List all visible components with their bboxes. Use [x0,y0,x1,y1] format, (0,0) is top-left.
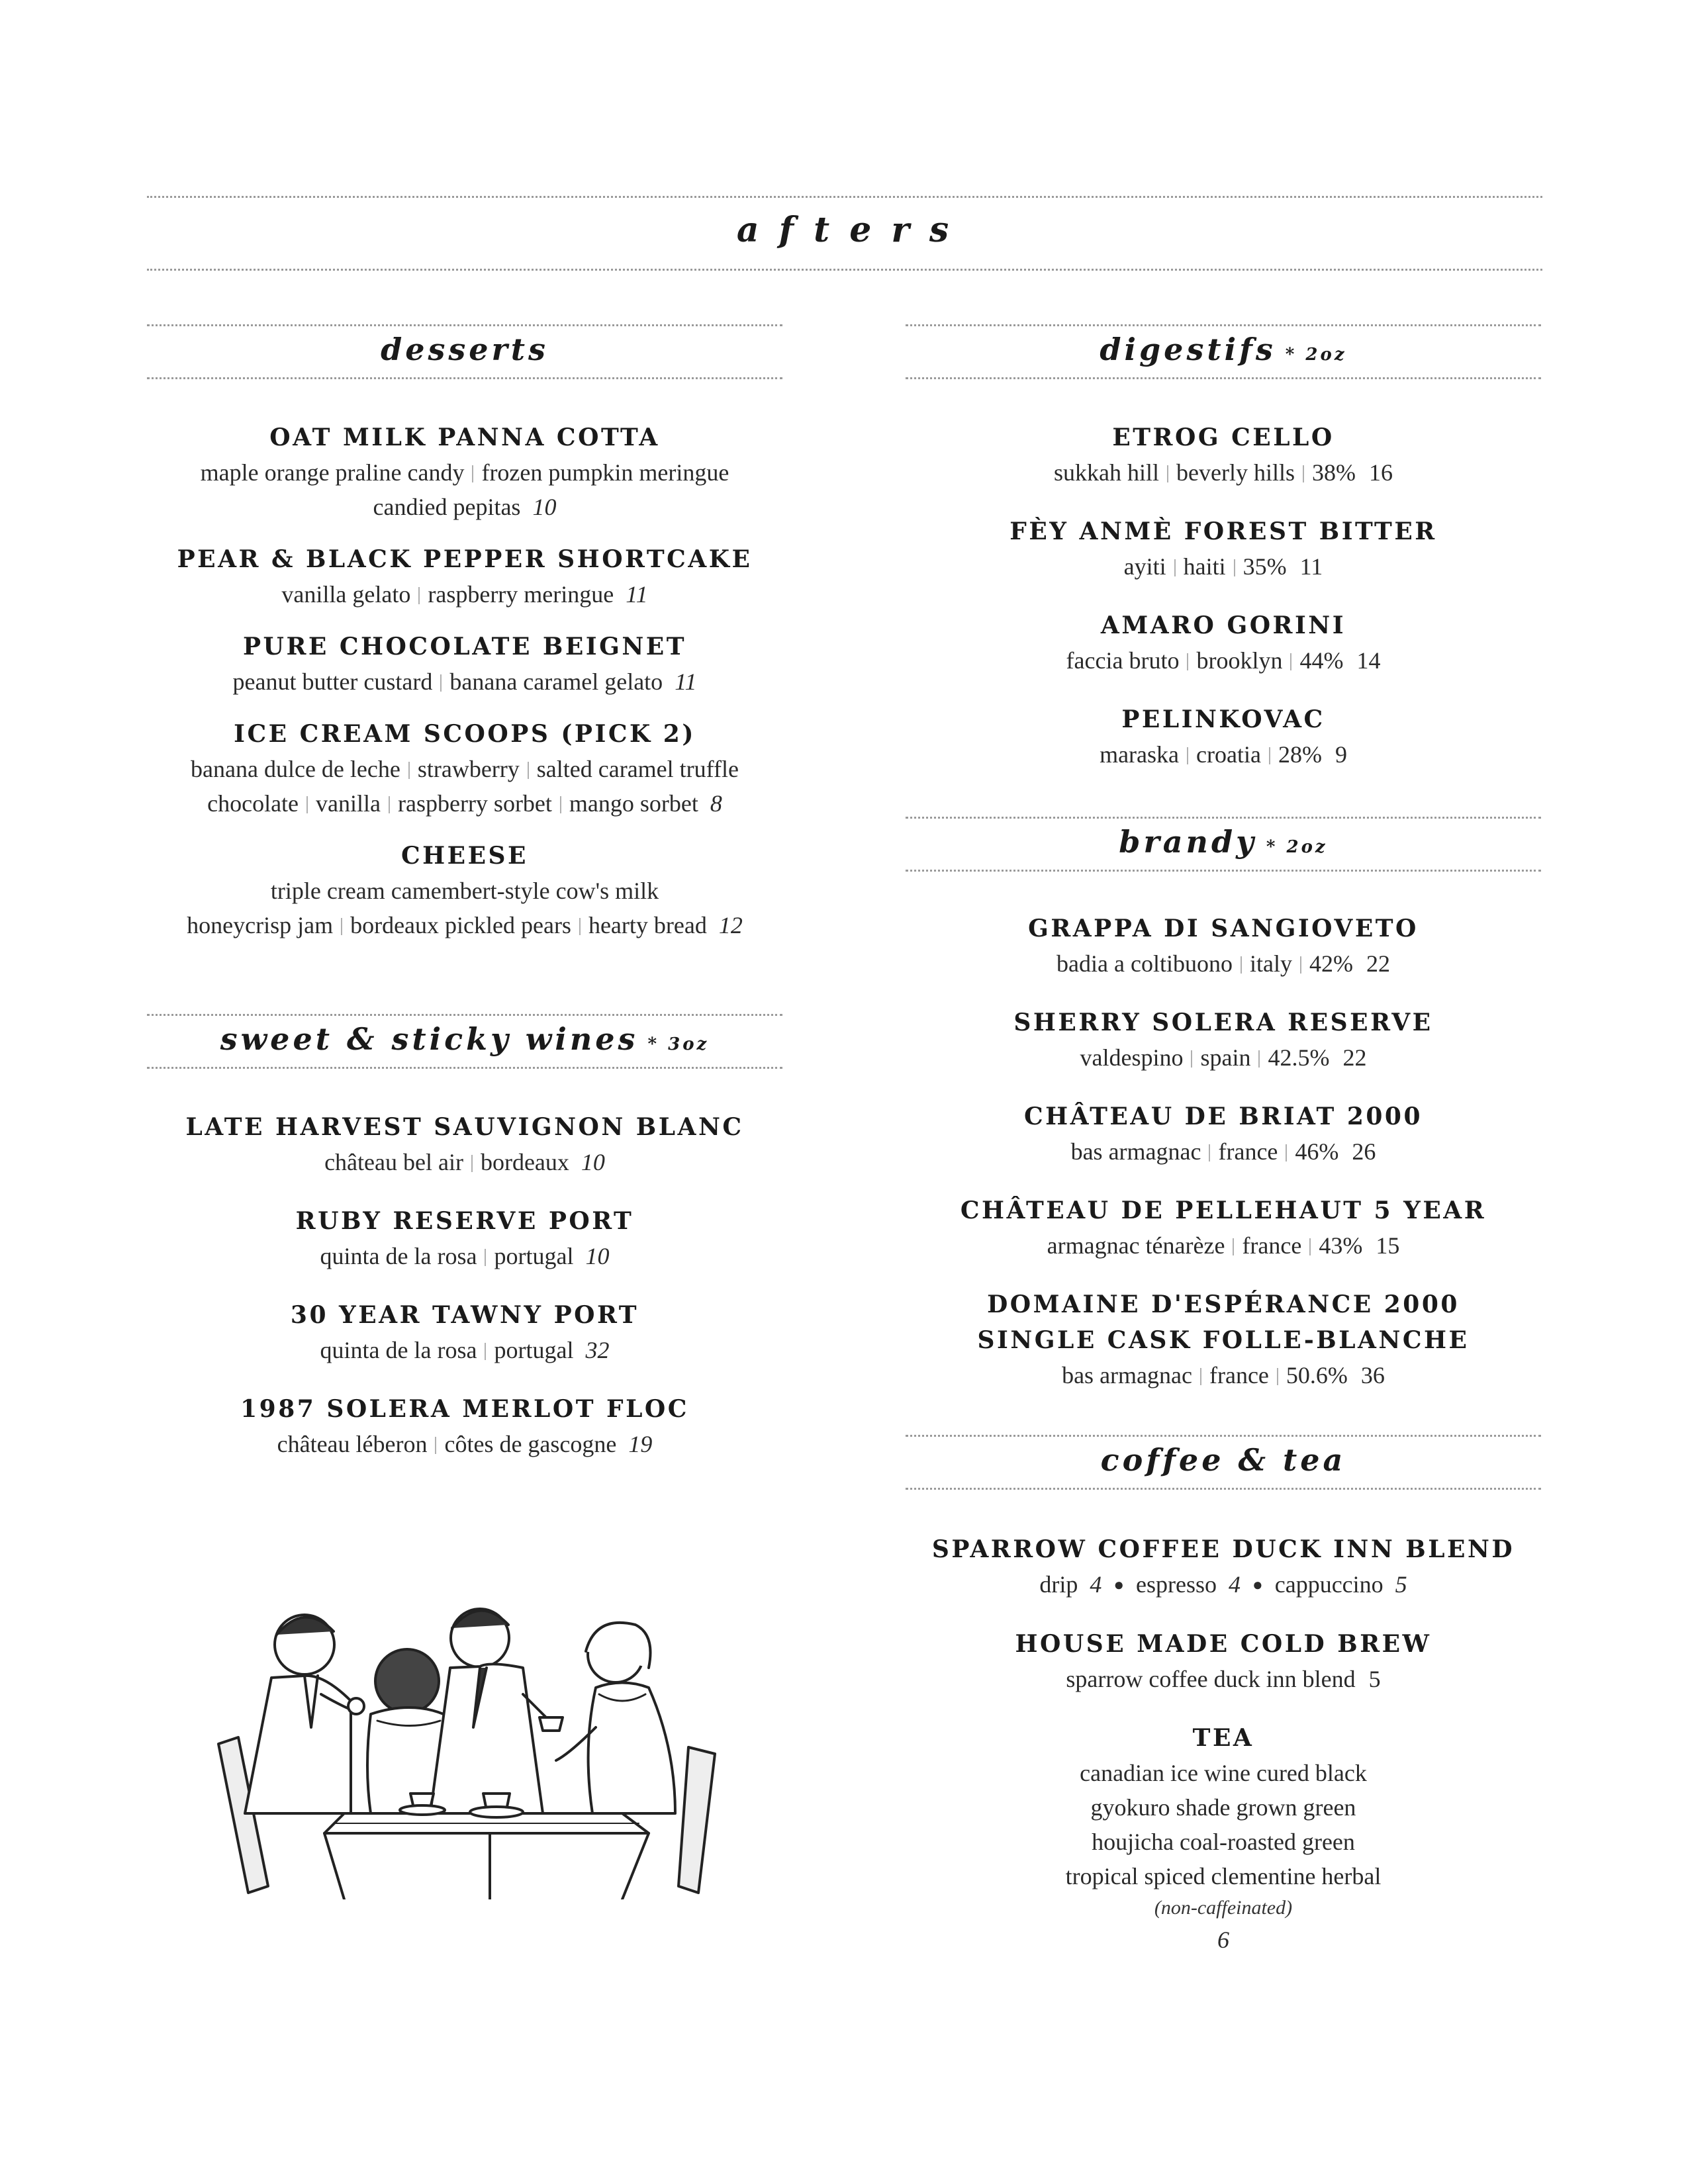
desserts-list [147,420,782,942]
item-name: RUBY RESERVE PORT [295,1207,634,1235]
item-price: 22 [1366,950,1390,977]
item-description: valdespino spain 42.5% 22 [1080,1044,1367,1071]
separator [1258,1050,1260,1068]
item-description: quinta de la rosa portugal 10 [320,1243,610,1269]
separator [1309,1238,1311,1255]
menu-item-tea [906,1720,1541,1957]
item-price: 15 [1376,1232,1400,1259]
bullet-separator: ● [1113,1575,1125,1594]
item-name: PELINKOVAC [1121,705,1325,733]
wines-pour-note: * 3oz [647,1034,710,1054]
item-name: TEA [1192,1724,1254,1752]
brandy-pour-note: * 2oz [1266,837,1328,857]
wines-heading: sweet & sticky wines * 3oz [220,1021,710,1057]
menu-item-sherry [906,1005,1541,1075]
separator [440,674,442,692]
item-description: vanilla gelato raspberry meringue 11 [281,581,648,608]
separator [1241,956,1242,974]
desserts-rule-top [147,324,782,326]
menu-item-merlot-floc [147,1391,782,1461]
separator [528,762,529,779]
separator [1174,559,1176,576]
item-price: 6 [1217,1927,1229,1953]
item-description: peanut butter custard banana caramel gelato 11 [232,668,697,695]
wines-rule-bottom [147,1067,782,1069]
item-name: PURE CHOCOLATE BEIGNET [242,633,686,660]
tea-variety: gyokuro shade grown green [1090,1794,1356,1821]
bullet-separator: ● [1252,1575,1263,1594]
item-description: ayiti haiti 35% 11 [1123,553,1323,580]
item-name: SHERRY SOLERA RESERVE [1013,1009,1433,1036]
separator [1286,1144,1287,1161]
separator [485,1343,486,1360]
menu-item-shortcake [147,541,782,612]
menu-item-grappa [906,911,1541,981]
item-description: armagnac ténarèze france 43% 15 [1047,1232,1400,1259]
item-description: candied pepitas 10 [373,494,557,520]
separator [471,1155,473,1172]
separator [1233,1238,1234,1255]
item-description: sukkah hill beverly hills 38% 16 [1054,459,1393,486]
item-description: quinta de la rosa portugal 32 [320,1337,610,1363]
item-price: 26 [1352,1138,1376,1165]
diners-illustration [212,1595,728,1899]
menu-item-pelinkovac [906,702,1541,772]
item-name: CHÂTEAU DE PELLEHAUT 5 YEAR [960,1197,1487,1224]
page-title: a f t e r s [736,210,953,250]
separator [1187,747,1188,764]
item-price: 10 [532,494,557,520]
item-description: château léberon côtes de gascogne 19 [277,1431,653,1457]
item-price: 11 [1299,553,1323,580]
digestifs-rule-top [906,324,1541,326]
item-name-line-2: SINGLE CASK FOLLE-BLANCHE [977,1326,1470,1354]
separator [485,1249,486,1266]
item-name: FÈY ANMÈ FOREST BITTER [1009,518,1437,545]
item-name: HOUSE MADE COLD BREW [1015,1630,1432,1658]
separator [1277,1368,1278,1385]
item-description: bas armagnac france 50.6% 36 [1062,1362,1385,1388]
item-price: 16 [1368,459,1393,486]
menu-item-tawny-port [147,1297,782,1367]
separator [579,918,581,935]
menu-item-ruby-port [147,1203,782,1273]
separator [1269,747,1270,764]
menu-item-pellehaut [906,1193,1541,1263]
item-description: maraska croatia 28% 9 [1100,741,1347,768]
separator [389,796,390,813]
separator [472,465,473,482]
tea-variety: canadian ice wine cured black [1080,1760,1367,1786]
brandy-heading: brandy * 2oz [1119,824,1328,860]
item-price: 10 [585,1243,610,1269]
item-name: 1987 SOLERA MERLOT FLOC [240,1395,689,1423]
item-description: banana dulce de leche strawberry salted caramel truffle [191,756,739,782]
item-description: drip 4 ● espresso 4 ● cappuccino 5 [1039,1571,1407,1598]
coffee-tea-heading: coffee & tea [1100,1442,1346,1478]
wines-list [147,1109,782,1461]
separator [1167,465,1168,482]
item-price: 9 [1335,741,1347,768]
tea-note: (non-caffeinated) [1154,1897,1293,1919]
item-price: 8 [710,790,722,817]
title-rule-top [147,196,1542,198]
item-name: 30 YEAR TAWNY PORT [290,1301,639,1329]
item-price: 12 [718,912,743,938]
separator [341,918,342,935]
menu-item-sparrow-coffee [906,1531,1541,1602]
item-name: ICE CREAM SCOOPS (PICK 2) [234,720,696,748]
item-price: 5 [1368,1666,1381,1692]
coffee-rule-top [906,1435,1541,1437]
menu-item-esperance [906,1287,1541,1392]
digestifs-pour-note: * 2oz [1285,345,1347,365]
item-price: 4 [1229,1571,1241,1598]
separator [1200,1368,1201,1385]
item-price: 11 [626,581,648,608]
brandy-rule-bottom [906,870,1541,872]
menu-item-cheese [147,838,782,942]
separator [560,796,561,813]
title-rule-bottom [147,269,1542,271]
item-price: 11 [675,668,697,695]
item-name: CHEESE [401,842,528,870]
item-description: triple cream camembert-style cow's milk [270,878,659,904]
desserts-rule-bottom [147,377,782,379]
separator [1290,653,1291,670]
desserts-heading: desserts [381,332,549,367]
separator [1209,1144,1210,1161]
menu-item-cold-brew [906,1626,1541,1696]
item-description: badia a coltibuono italy 42% 22 [1056,950,1390,977]
coffee-rule-bottom [906,1488,1541,1490]
item-name: PEAR & BLACK PEPPER SHORTCAKE [177,545,753,573]
item-price: 32 [585,1337,610,1363]
item-description: chocolate vanilla raspberry sorbet mango sorbet 8 [207,790,722,817]
separator [1191,1050,1192,1068]
item-name: LATE HARVEST SAUVIGNON BLANC [185,1113,744,1141]
item-description: faccia bruto brooklyn 44% 14 [1066,647,1381,674]
digestifs-list [906,420,1541,772]
item-name: GRAPPA DI SANGIOVETO [1028,915,1419,942]
item-name: DOMAINE D'ESPÉRANCE 2000 [987,1291,1460,1318]
item-price: 5 [1395,1571,1407,1598]
item-price: 19 [628,1431,653,1457]
item-description: château bel air bordeaux 10 [324,1149,605,1175]
menu-item-etrog-cello [906,420,1541,490]
menu-item-panna-cotta [147,420,782,524]
menu-item-ice-cream [147,716,782,821]
wines-rule-top [147,1014,782,1016]
item-description: honeycrisp jam bordeaux pickled pears hearty bread 12 [187,912,743,938]
separator [418,587,420,604]
brandy-rule-top [906,817,1541,819]
menu-item-amaro-gorini [906,608,1541,678]
separator [306,796,308,813]
separator [1187,653,1188,670]
item-name: ETROG CELLO [1112,424,1335,451]
item-price: 10 [581,1149,605,1175]
coffee-tea-list [906,1531,1541,1957]
item-name: CHÂTEAU DE BRIAT 2000 [1023,1103,1423,1130]
separator [1300,956,1301,974]
brandy-list [906,911,1541,1392]
separator [435,1437,436,1454]
item-name: AMARO GORINI [1100,612,1346,639]
item-name: OAT MILK PANNA COTTA [269,424,660,451]
digestifs-rule-bottom [906,377,1541,379]
item-price: 4 [1090,1571,1102,1598]
menu-item-forest-bitter [906,514,1541,584]
separator [1303,465,1304,482]
item-description: maple orange praline candy frozen pumpkin meringue [200,459,729,486]
item-price: 22 [1342,1044,1367,1071]
item-description: bas armagnac france 46% 26 [1070,1138,1376,1165]
item-price: 14 [1356,647,1381,674]
tea-variety: houjicha coal-roasted green [1092,1829,1355,1855]
menu-item-beignet [147,629,782,699]
item-name: SPARROW COFFEE DUCK INN BLEND [931,1535,1515,1563]
separator [1234,559,1235,576]
menu-item-sauvignon [147,1109,782,1179]
digestifs-heading: digestifs * 2oz [1100,332,1347,367]
item-description: sparrow coffee duck inn blend 5 [1066,1666,1381,1692]
separator [408,762,410,779]
menu-item-briat [906,1099,1541,1169]
tea-variety: tropical spiced clementine herbal [1065,1863,1382,1889]
item-price: 36 [1360,1362,1385,1388]
